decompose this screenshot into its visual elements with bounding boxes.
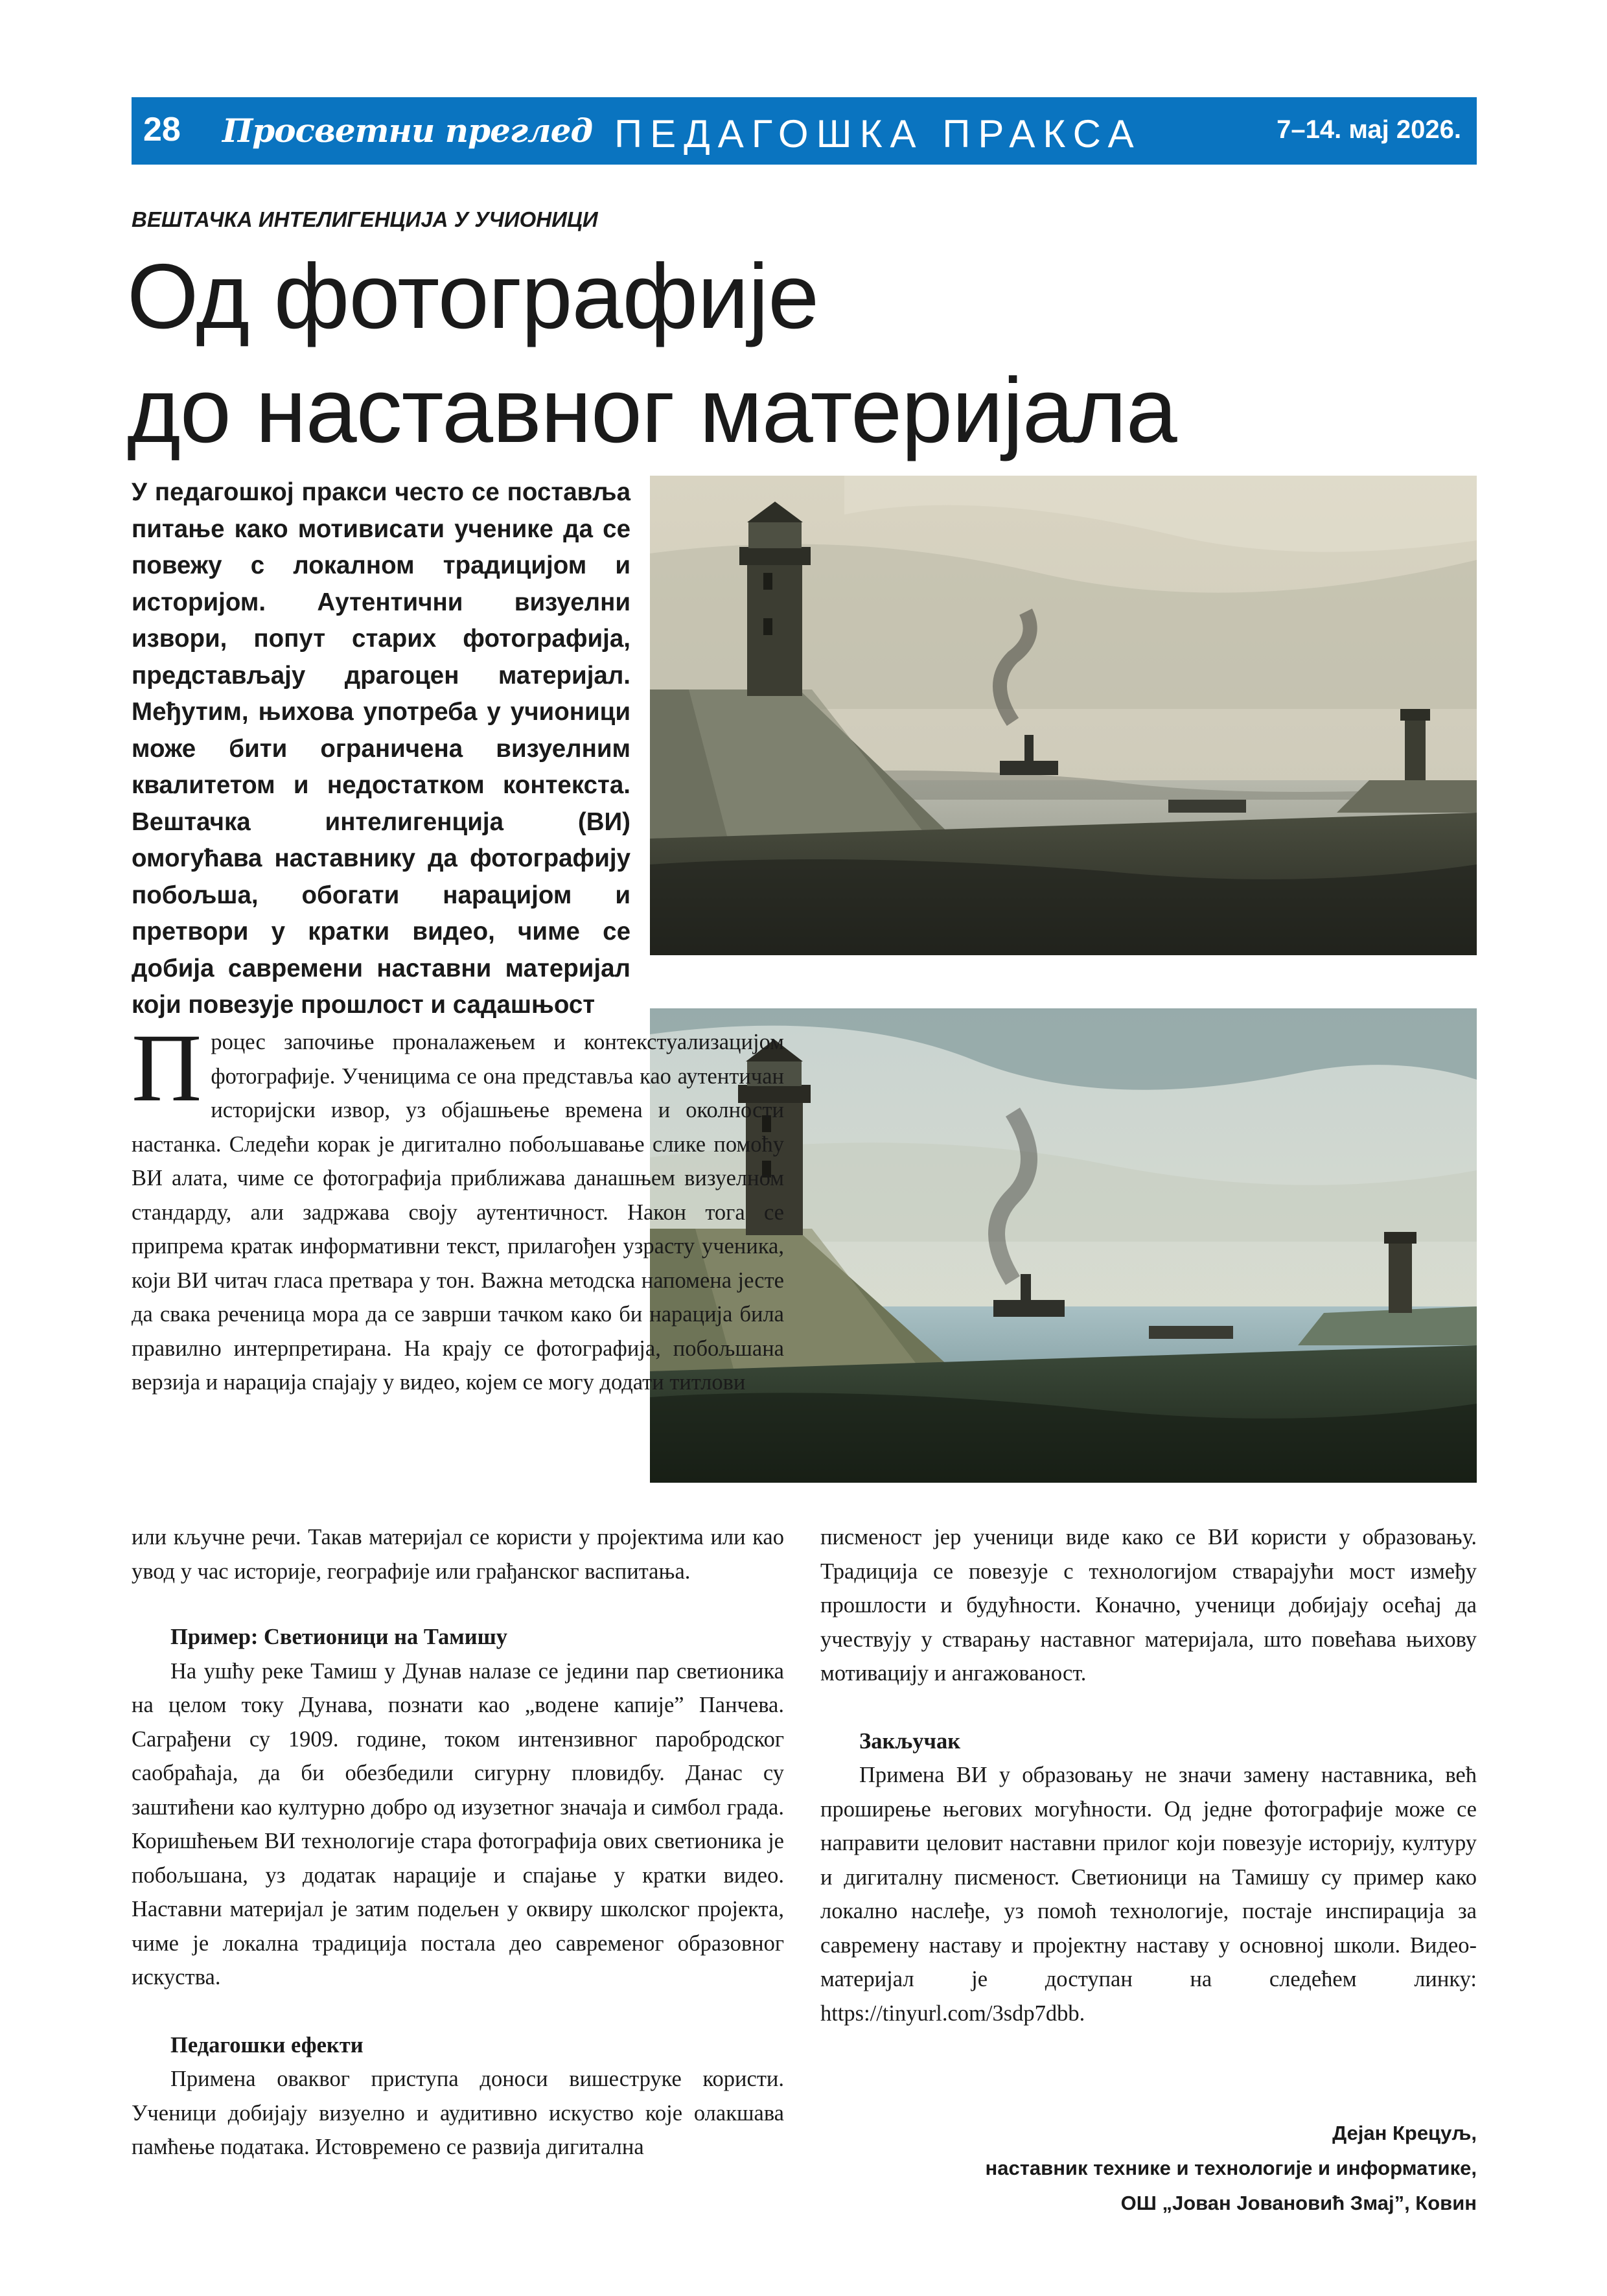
right-column bbox=[820, 1520, 1477, 2030]
section-title: ПЕДАГОШКА ПРАКСА bbox=[614, 112, 1142, 156]
section-example-text: На ушћу реке Тамиш у Дунав налазе се једини пар светионика на целом току Дунава, познати као „водене капије” Панчева. Саграђени су 1909. године, током интензивног паробродског саобраћаја, да би обезбедили сигурну пловидбу. Данас су заштићени као културно добро од изузетног значаја и симбол града. Коришћењем ВИ технологије стара фотографија ових светионика је побољшана, уз додатак нарације и спајање у кратки видео. Наставни материјал је затим подељен у оквиру школског пројекта, чиме је локална традиција постала део савременог образовног искуства. bbox=[132, 1658, 784, 1989]
section-effects-continued: писменост јер ученици виде како се ВИ користи у образовању. Традиција се повезује с технологијом стварајући мост између прошлости и будућности. Коначно, ученици добијају осећај да учествују у стварању наставног материјала, што повећава њихову мотивацију и ангажованост. bbox=[820, 1525, 1477, 1686]
page-header-bar bbox=[132, 97, 1477, 165]
lighthouse-photo-image bbox=[650, 476, 1477, 955]
intro-paragraph bbox=[132, 1014, 784, 1400]
left-column bbox=[132, 1620, 784, 2164]
intro-text: роцес започиње проналажењем и контекстуализацијом фотографије. Ученицима се она представља као аутентичан историјски извор, уз објашњење времена и околности настанка. Следећи корак је дигитално побољшавање слике помоћу ВИ алата, чиме се фотографија приближава данашњем визуелном стандарду, али задржава своју аутентичност. Након тога се припрема кратак информативни текст, прилагођен узрасту ученика, који ВИ читач гласа претвара у тон. Важна методска напомена јесте да свака реченица мора да се заврши тачком како би нарација била правилно интерпретирана. На крају се фотографија, побољшана верзија и нарација спајају у видео, којем се могу додати титлови bbox=[132, 1030, 784, 1395]
author-school: ОШ „Јован Јовановић Змај”, Ковин bbox=[1120, 2192, 1477, 2214]
author-role: наставник технике и технологије и информатике, bbox=[985, 2157, 1477, 2179]
drop-cap: П bbox=[132, 1014, 202, 1122]
subheading-example: Пример: Светионици на Тамишу bbox=[170, 1625, 507, 1649]
article-kicker: ВЕШТАЧКА ИНТЕЛИГЕНЦИЈА У УЧИОНИЦИ bbox=[132, 207, 598, 231]
photo-lighthouses-original bbox=[650, 476, 1477, 955]
subheading-conclusion: Закључак bbox=[859, 1728, 961, 1754]
headline-line-2: до наставног материјала bbox=[127, 359, 1177, 462]
author-byline bbox=[986, 2116, 1477, 2221]
article-lead: У педагошкој пракси често се поставља питање како мотивисати ученике да се повежу с локалном традицијом и историјом. Аутентични визуелни извори, попут старих фотографија, представљају драгоцен материјал. Међутим, њихова употреба у учионици може бити ограничена визуелним квалитетом и недостатком контекста. Вештачка интелигенција (ВИ) омогућава наставнику да фотографију побољша, обогати нарацијом и претвори у кратки видео, чиме се добија савремени наставни материјал који повезује прошлост и садашњост bbox=[132, 478, 630, 1019]
subheading-effects: Педагошки ефекти bbox=[170, 2032, 364, 2058]
section-conclusion-text: Примена ВИ у образовању не значи замену наставника, већ проширење његових могућности. Од једне фотографије може се направити целовит наставни прилог који повезује историју, културу и дигиталну писменост. Светионици на Тамишу су пример како локално наслеђе, уз помоћ технологије, постаје инспирација за савремену наставу и пројектну наставу у основној школи. Видео-материјал је доступан на следећем линку: https://tinyurl.com/3sdp7dbb. bbox=[820, 1763, 1477, 2026]
page-number: 28 bbox=[143, 111, 181, 148]
article-headline bbox=[127, 240, 1475, 468]
issue-date: 7–14. мај 2026. bbox=[1277, 115, 1461, 144]
headline-line-1: Од фотографије bbox=[127, 245, 819, 348]
masthead-logo: Просветни преглед bbox=[222, 111, 593, 150]
author-name: Дејан Крецуљ, bbox=[1332, 2122, 1477, 2144]
section-effects-text: Примена оваквог приступа доноси вишеструке користи. Ученици добијају визуелно и аудитивно искуство које олакшава памћење података. Истовремено се развија дигитална bbox=[132, 2067, 784, 2159]
intro-tail-text: или кључне речи. Такав материјал се користи у пројектима или као увод у час историје, географије или грађанског васпитања. bbox=[132, 1525, 784, 1584]
